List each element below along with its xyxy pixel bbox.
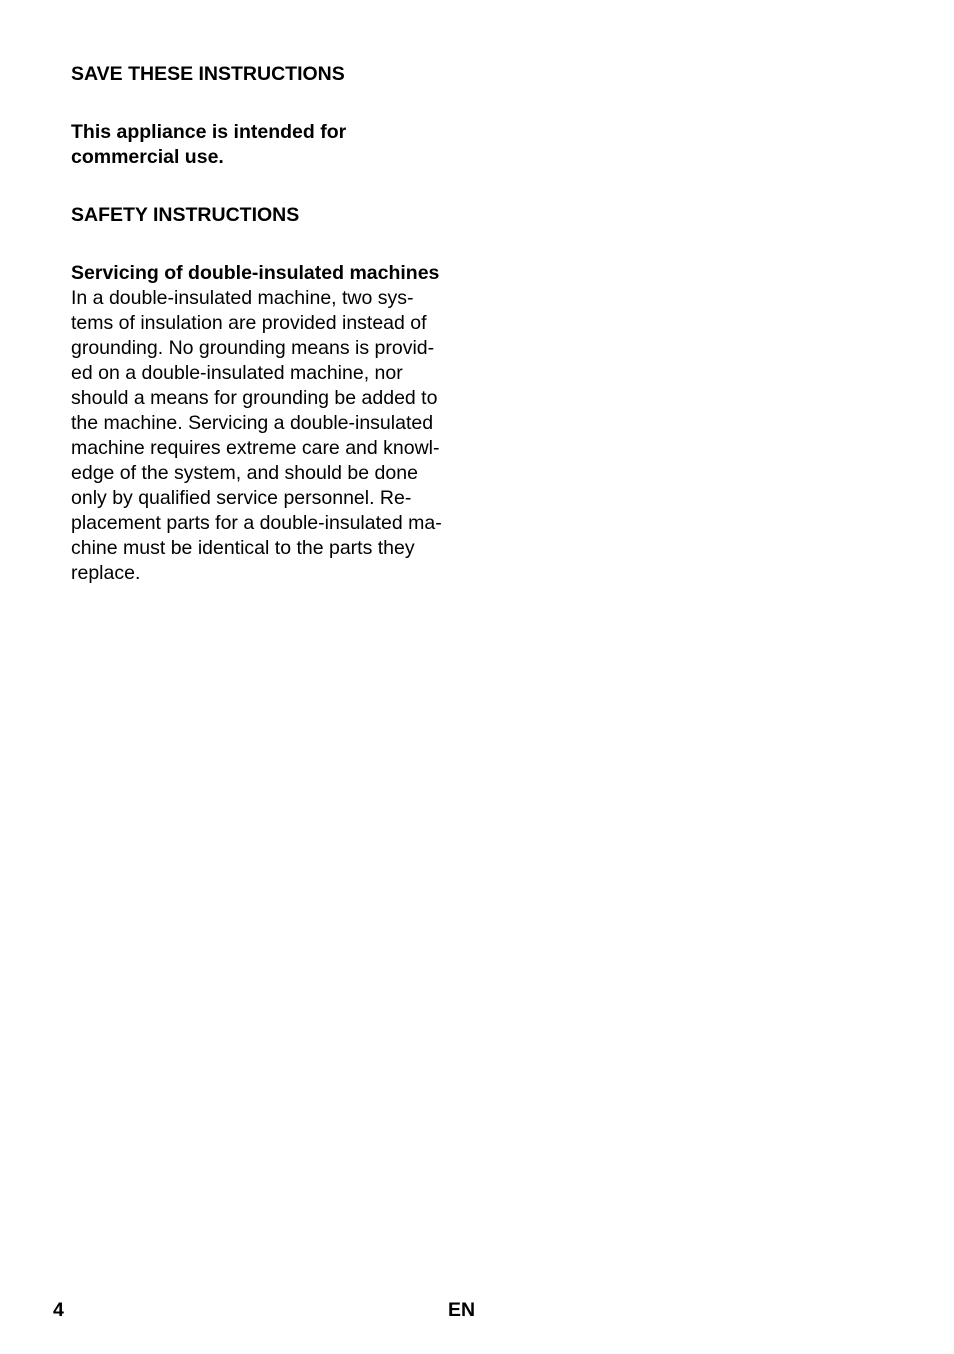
body-line: should a means for grounding be added to [71, 387, 438, 409]
body-line: In a double-insulated machine, two sys- [71, 287, 414, 309]
content-column [71, 62, 471, 586]
commercial-use-line-2: commercial use. [71, 146, 224, 168]
body-line: chine must be identical to the parts they [71, 537, 415, 559]
body-line: ed on a double-insulated machine, nor [71, 362, 403, 384]
page-number: 4 [53, 1299, 64, 1321]
body-line: placement parts for a double-insulated ma- [71, 512, 442, 534]
commercial-use-notice [71, 120, 471, 170]
body-line: grounding. No grounding means is provid- [71, 337, 435, 359]
section-title: Servicing of double-insulated machines [71, 262, 440, 284]
body-line: replace. [71, 562, 141, 584]
commercial-use-line-1: This appliance is intended for [71, 121, 347, 143]
section-body [71, 286, 471, 586]
body-line: edge of the system, and should be done [71, 462, 418, 484]
body-line: the machine. Servicing a double-insulated [71, 412, 434, 434]
language-code: EN [448, 1299, 476, 1321]
save-instructions-heading: SAVE THESE INSTRUCTIONS [71, 63, 345, 85]
safety-instructions-heading: SAFETY INSTRUCTIONS [71, 204, 300, 226]
body-line: tems of insulation are provided instead of [71, 312, 427, 334]
body-line: machine requires extreme care and knowl- [71, 437, 440, 459]
body-line: only by qualified service personnel. Re- [71, 487, 412, 509]
